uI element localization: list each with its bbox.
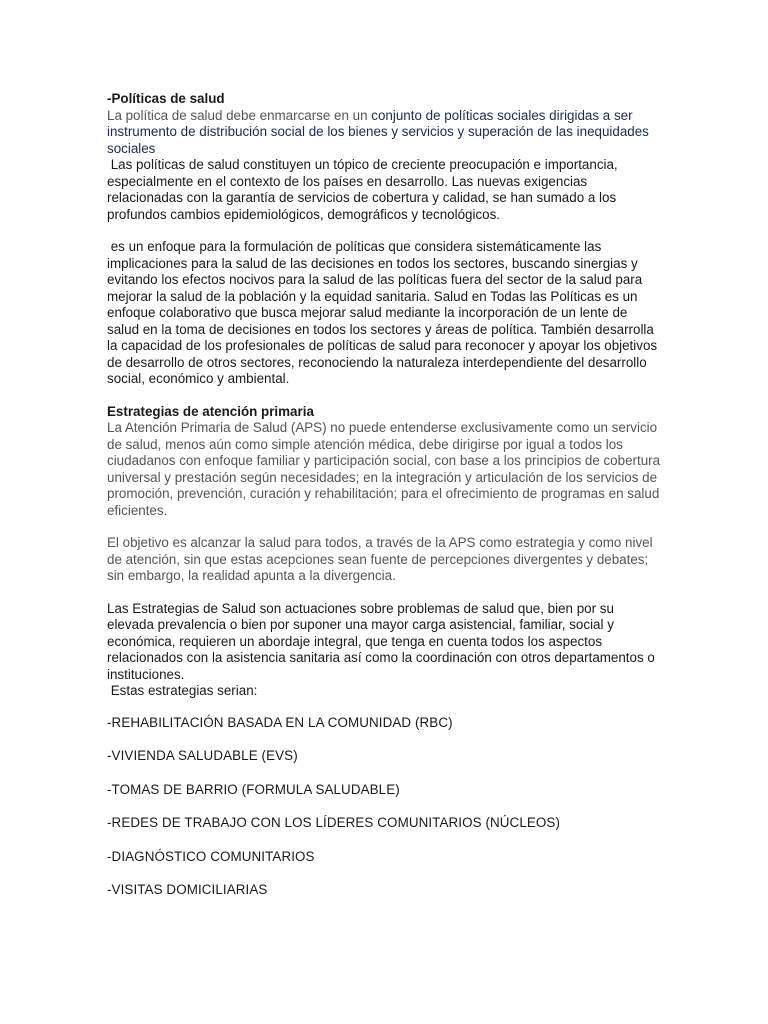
paragraph-estrategias-salud: Las Estrategias de Salud son actuaciones sobre problemas de salud que, bien por su elevada prevalencia o bien por suponer una mayor carga asistencial, familiar, social y económica, requieren un abordaje integral, que tenga en cuenta todos los aspectos relacionados con la asistencia sanitaria así como la coordinación con otros departamentos o instituciones.	[107, 600, 655, 682]
paragraph-enfoque: es un enfoque para la formulación de políticas que considera sistemáticamente las implicaciones para la salud de las decisiones en todos los sectores, buscando sinergias y evitando los efectos nocivos para la salud de las políticas fuera del sector de la salud para mejorar la salud de la población y la equidad sanitaria. Salud en Todas las Políticas es un enfoque colaborativo que busca mejorar salud mediante la incorporación de un lente de salud en la toma de decisiones en todos los sectores y áreas de política. También desarrolla la capacidad de los profesionales de políticas de salud para reconocer y apoyar los objetivos de desarrollo de otros sectores, reconociendo la naturaleza interdependiente del desarrollo social, económico y ambiental.	[107, 239, 661, 386]
section-heading-politicas: -Políticas de salud	[107, 91, 225, 106]
list-item: -REHABILITACIÓN BASADA EN LA COMUNIDAD (RBC)	[107, 714, 453, 730]
list-item: -DIAGNÓSTICO COMUNITARIOS	[107, 848, 315, 864]
section-heading-estrategias: Estrategias de atención primaria	[107, 403, 314, 419]
paragraph-intro	[107, 108, 663, 158]
paragraph-aps: La Atención Primaria de Salud (APS) no puede entenderse exclusivamente como un servicio de salud, menos aún como simple atención médica, debe dirigirse por igual a todos los ciudadanos con enfoque familiar y participación social, con base a los principios de cobertura universal y prestación según necesidades; en la integración y articulación de los servicios de promoción, prevención, curación y rehabilitación; para el ofrecimiento de programas en salud eficientes.	[107, 420, 661, 518]
paragraph-objetivo: El objetivo es alcanzar la salud para todos, a través de la APS como estrategia y como nivel de atención, sin que estas acepciones sean fuente de percepciones divergentes y debates; sin embargo, la realidad apunta a la divergencia.	[107, 535, 653, 583]
paragraph-politicas-topico: Las políticas de salud constituyen un tópico de creciente preocupación e importancia, especialmente en el contexto de los países en desarrollo. Las nuevas exigencias relacionadas con la garantía de servicios de cobertura y calidad, se han sumado a los profundos cambios epidemiológicos, demográficos y tecnológicos.	[107, 157, 622, 222]
strategies-list	[107, 715, 663, 899]
intro-text-blue: conjunto de políticas sociales dirigidas a ser instrumento de distribución social de los bienes y servicios y superación de las inequidades sociales	[107, 107, 649, 156]
list-item: -TOMAS DE BARRIO (FORMULA SALUDABLE)	[107, 781, 400, 797]
list-intro: Estas estrategias serian:	[107, 683, 258, 698]
list-item: -REDES DE TRABAJO CON LOS LÍDERES COMUNITARIOS (NÚCLEOS)	[107, 815, 561, 830]
document-page	[107, 91, 663, 916]
list-item: -VISITAS DOMICILIARIAS	[107, 882, 268, 897]
intro-text-grey: La política de salud debe enmarcarse en un	[107, 107, 372, 123]
list-item: -VIVIENDA SALUDABLE (EVS)	[107, 748, 298, 763]
